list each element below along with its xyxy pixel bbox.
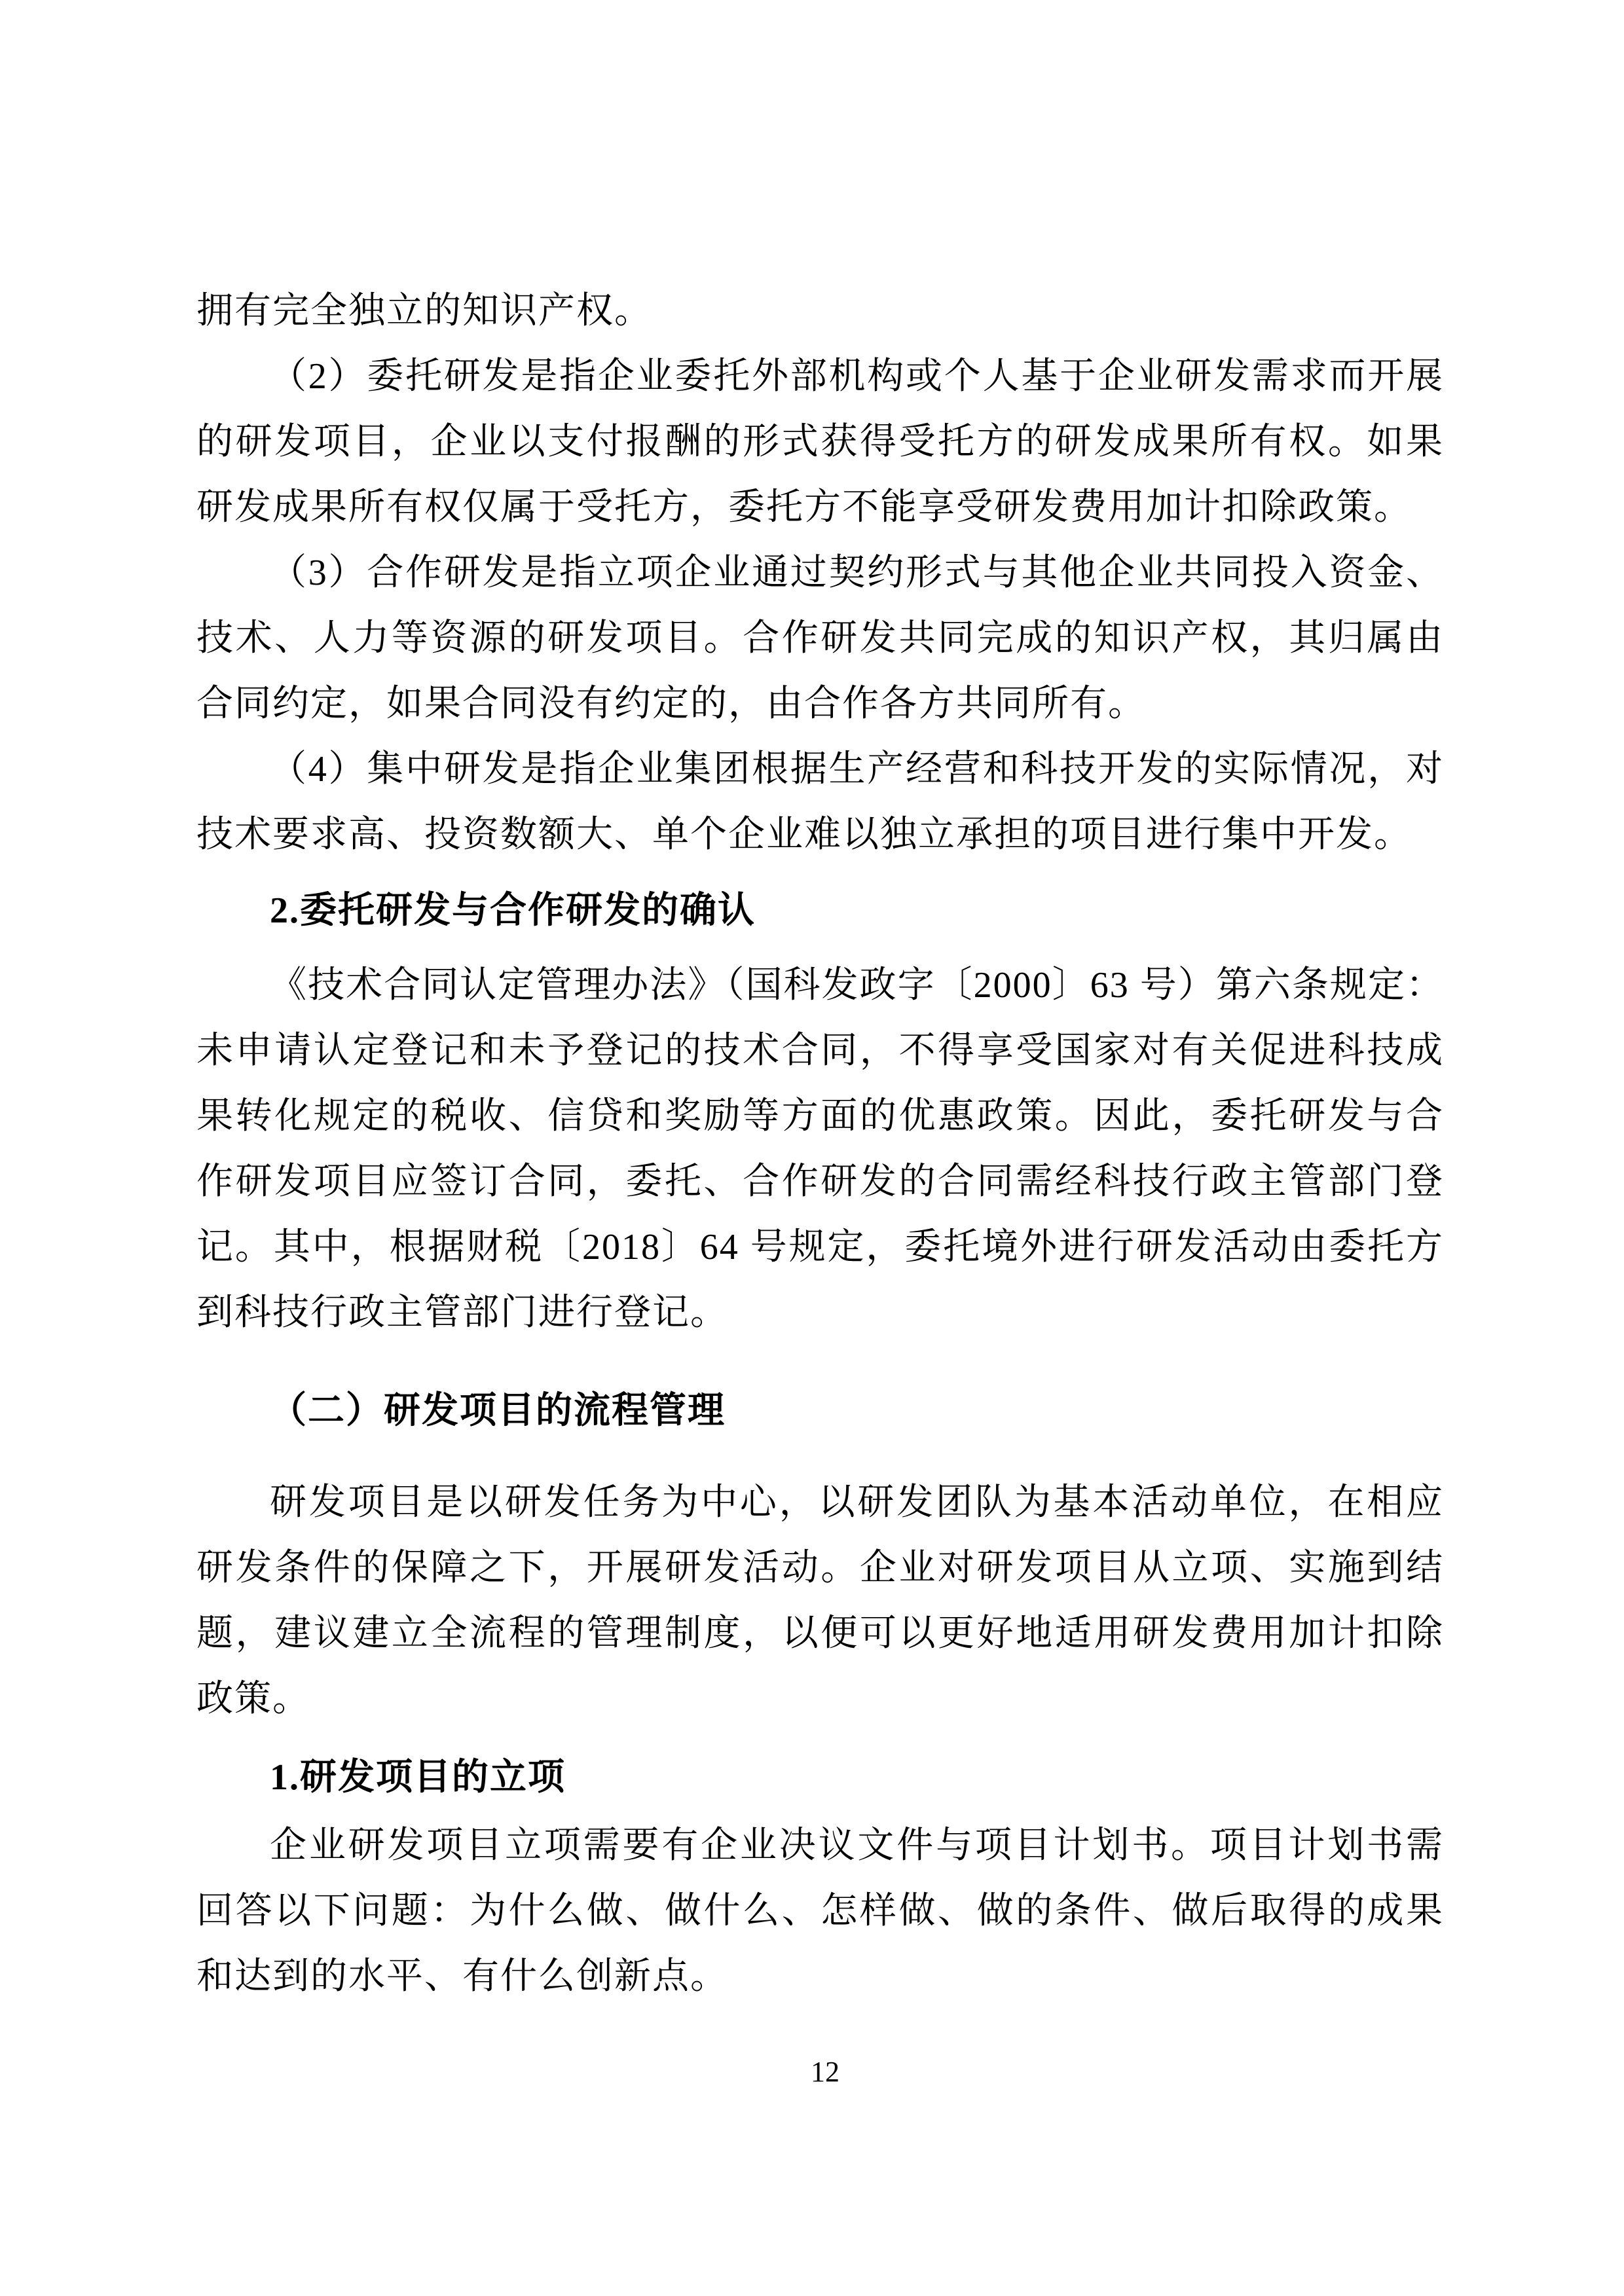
paragraph-centralized-rd-definition: （4）集中研发是指企业集团根据生产经营和科技开发的实际情况，对技术要求高、投资数额大、单个企业难以独立承担的项目进行集中开发。: [196, 749, 1444, 855]
heading-rd-project-process-management: （二）研发项目的流程管理: [270, 1391, 726, 1431]
paragraph-ip-ownership-continuation: 拥有完全独立的知识产权。: [196, 291, 652, 331]
paragraph-contract-registration-rules: 《技术合同认定管理办法》（国科发政字〔2000〕63 号）第六条规定：未申请认定登记和未予登记的技术合同，不得享受国家对有关促进科技成果转化规定的税收、信贷和奖励等方面的优惠政策。因此，委托研发与合作研发项目应签订合同，委托、合作研发的合同需经科技行政主管部门登记。其中，根据财税〔2018〕64 号规定，委托境外进行研发活动由委托方到科技行政主管部门进行登记。: [196, 965, 1444, 1333]
paragraph-initiation-requirements: 企业研发项目立项需要有企业决议文件与项目计划书。项目计划书需回答以下问题：为什么做、做什么、怎样做、做的条件、做后取得的成果和达到的水平、有什么创新点。: [196, 1825, 1444, 1997]
page-number: 12: [811, 2056, 840, 2088]
paragraph-entrusted-rd-definition: （2）委托研发是指企业委托外部机构或个人基于企业研发需求而开展的研发项目，企业以支付报酬的形式获得受托方的研发成果所有权。如果研发成果所有权仅属于受托方，委托方不能享受研发费用加计扣除政策。: [196, 356, 1444, 528]
heading-entrusted-cooperative-rd-confirmation: 2.委托研发与合作研发的确认: [270, 890, 756, 931]
paragraph-cooperative-rd-definition: （3）合作研发是指立项企业通过契约形式与其他企业共同投入资金、技术、人力等资源的研发项目。合作研发共同完成的知识产权，其归属由合同约定，如果合同没有约定的，由合作各方共同所有。: [196, 553, 1444, 724]
heading-rd-project-initiation: 1.研发项目的立项: [270, 1757, 566, 1798]
page-content: [196, 0, 1444, 2009]
paragraph-rd-project-process-overview: 研发项目是以研发任务为中心，以研发团队为基本活动单位，在相应研发条件的保障之下，开展研发活动。企业对研发项目从立项、实施到结题，建议建立全流程的管理制度，以便可以更好地适用研发费用加计扣除政策。: [196, 1482, 1444, 1719]
